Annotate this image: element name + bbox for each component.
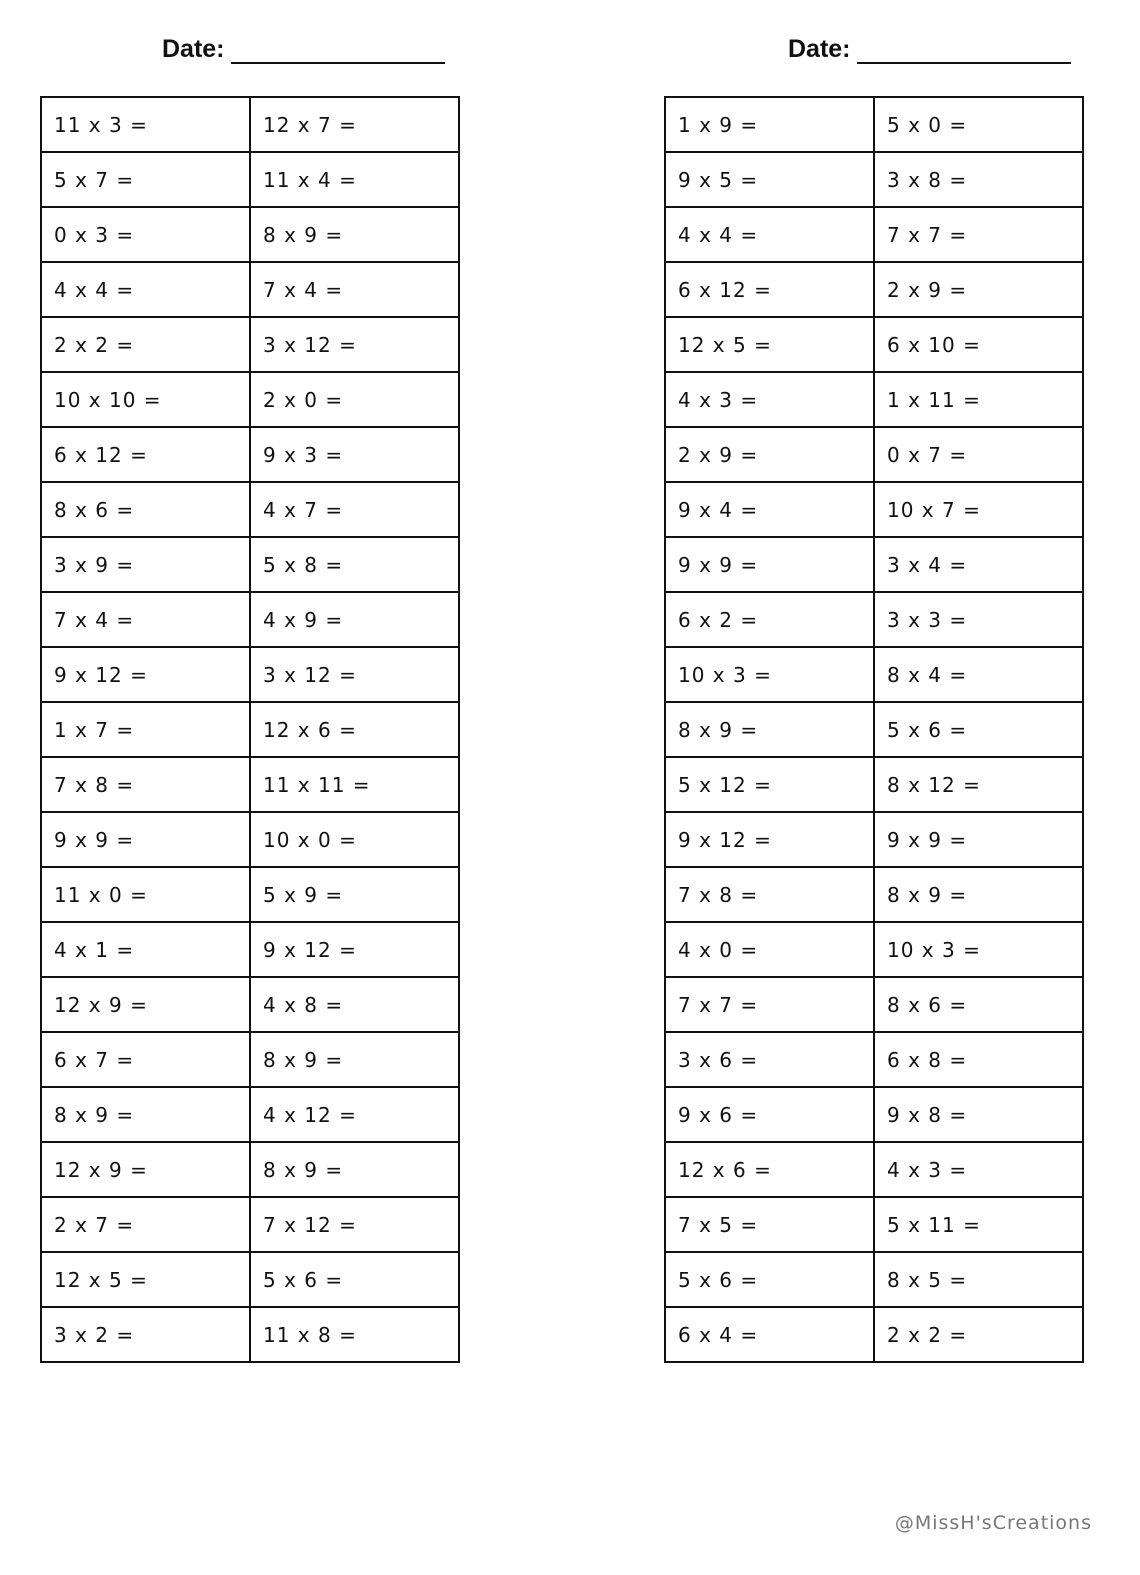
table-row — [41, 977, 459, 1032]
problem-cell[interactable]: 5 x 7 = — [41, 152, 250, 207]
problem-cell[interactable]: 9 x 3 = — [250, 427, 459, 482]
table-row — [41, 372, 459, 427]
table-row — [41, 647, 459, 702]
table-row — [665, 482, 1083, 537]
problem-cell[interactable]: 8 x 9 = — [665, 702, 874, 757]
problem-cell[interactable]: 12 x 6 = — [250, 702, 459, 757]
table-row — [665, 1142, 1083, 1197]
problem-cell[interactable]: 10 x 0 = — [250, 812, 459, 867]
problem-cell[interactable]: 2 x 7 = — [41, 1197, 250, 1252]
problem-cell[interactable]: 9 x 9 = — [874, 812, 1083, 867]
problem-cell[interactable]: 12 x 6 = — [665, 1142, 874, 1197]
table-row — [665, 702, 1083, 757]
problem-cell[interactable]: 1 x 7 = — [41, 702, 250, 757]
table-row — [665, 867, 1083, 922]
problem-cell[interactable]: 7 x 7 = — [665, 977, 874, 1032]
table-row — [41, 592, 459, 647]
problem-cell[interactable]: 4 x 4 = — [665, 207, 874, 262]
problem-cell[interactable]: 9 x 9 = — [41, 812, 250, 867]
table-row — [665, 977, 1083, 1032]
table-row — [665, 1197, 1083, 1252]
date-field — [162, 30, 445, 64]
table-row — [41, 1252, 459, 1307]
problem-cell[interactable]: 2 x 9 = — [874, 262, 1083, 317]
problem-cell[interactable]: 11 x 0 = — [41, 867, 250, 922]
date-label: Date: — [788, 35, 851, 63]
table-row — [41, 1142, 459, 1197]
problem-cell[interactable]: 7 x 8 = — [41, 757, 250, 812]
table-row — [41, 1197, 459, 1252]
table-row — [665, 1032, 1083, 1087]
problem-cell[interactable]: 0 x 3 = — [41, 207, 250, 262]
problem-cell[interactable]: 10 x 10 = — [41, 372, 250, 427]
table-row — [665, 427, 1083, 482]
problem-cell[interactable]: 10 x 7 = — [874, 482, 1083, 537]
problem-cell[interactable]: 8 x 9 = — [874, 867, 1083, 922]
table-row — [665, 97, 1083, 152]
table-row — [665, 152, 1083, 207]
table-body — [665, 97, 1083, 1362]
table-row — [41, 812, 459, 867]
table-row — [41, 1087, 459, 1142]
problem-cell[interactable]: 7 x 12 = — [250, 1197, 459, 1252]
problem-cell[interactable]: 8 x 9 = — [250, 207, 459, 262]
problem-cell[interactable]: 3 x 12 = — [250, 647, 459, 702]
problem-cell[interactable]: 5 x 6 = — [250, 1252, 459, 1307]
table-row — [665, 647, 1083, 702]
problem-cell[interactable]: 5 x 12 = — [665, 757, 874, 812]
problem-cell[interactable]: 12 x 5 = — [665, 317, 874, 372]
problem-cell[interactable]: 11 x 4 = — [250, 152, 459, 207]
table-row — [665, 317, 1083, 372]
table-body — [41, 97, 459, 1362]
table-row — [41, 482, 459, 537]
problem-cell[interactable]: 8 x 9 = — [250, 1142, 459, 1197]
problem-cell[interactable]: 12 x 7 = — [250, 97, 459, 152]
problem-cell[interactable]: 9 x 6 = — [665, 1087, 874, 1142]
problem-cell[interactable]: 8 x 4 = — [874, 647, 1083, 702]
table-row — [41, 702, 459, 757]
problem-cell[interactable]: 2 x 0 = — [250, 372, 459, 427]
problem-cell[interactable]: 7 x 7 = — [874, 207, 1083, 262]
creator-watermark: @MissH'sCreations — [894, 1512, 1092, 1534]
table-row — [41, 427, 459, 482]
problem-cell[interactable]: 3 x 12 = — [250, 317, 459, 372]
table-row — [665, 812, 1083, 867]
problem-cell[interactable]: 5 x 0 = — [874, 97, 1083, 152]
table-row — [665, 1252, 1083, 1307]
problem-cell[interactable]: 9 x 5 = — [665, 152, 874, 207]
problem-cell[interactable]: 4 x 3 = — [874, 1142, 1083, 1197]
problem-cell[interactable]: 4 x 1 = — [41, 922, 250, 977]
table-row — [41, 317, 459, 372]
table-row — [41, 867, 459, 922]
problem-cell[interactable]: 12 x 9 = — [41, 1142, 250, 1197]
table-row — [41, 922, 459, 977]
multiplication-table — [40, 96, 460, 1363]
problem-cell[interactable]: 6 x 8 = — [874, 1032, 1083, 1087]
problem-cell[interactable]: 8 x 12 = — [874, 757, 1083, 812]
problem-cell[interactable]: 2 x 2 = — [41, 317, 250, 372]
problem-cell[interactable]: 11 x 8 = — [250, 1307, 459, 1362]
problem-cell[interactable]: 4 x 9 = — [250, 592, 459, 647]
problem-cell[interactable]: 3 x 2 = — [41, 1307, 250, 1362]
problem-cell[interactable]: 6 x 7 = — [41, 1032, 250, 1087]
problem-cell[interactable]: 3 x 8 = — [874, 152, 1083, 207]
problem-cell[interactable]: 7 x 5 = — [665, 1197, 874, 1252]
problem-cell[interactable]: 3 x 3 = — [874, 592, 1083, 647]
problem-cell[interactable]: 11 x 3 = — [41, 97, 250, 152]
problem-cell[interactable]: 5 x 8 = — [250, 537, 459, 592]
problem-cell[interactable]: 2 x 2 = — [874, 1307, 1083, 1362]
table-row — [41, 1307, 459, 1362]
date-label: Date: — [162, 35, 225, 63]
problem-cell[interactable]: 6 x 12 = — [41, 427, 250, 482]
table-row — [665, 922, 1083, 977]
table-row — [41, 1032, 459, 1087]
table-row — [665, 262, 1083, 317]
problem-cell[interactable]: 12 x 5 = — [41, 1252, 250, 1307]
table-row — [41, 97, 459, 152]
problem-cell[interactable]: 6 x 10 = — [874, 317, 1083, 372]
problem-cell[interactable]: 1 x 11 = — [874, 372, 1083, 427]
table-row — [41, 262, 459, 317]
problem-cell[interactable]: 1 x 9 = — [665, 97, 874, 152]
problem-cell[interactable]: 11 x 11 = — [250, 757, 459, 812]
problem-cell[interactable]: 3 x 4 = — [874, 537, 1083, 592]
problem-cell[interactable]: 9 x 9 = — [665, 537, 874, 592]
problem-cell[interactable]: 3 x 9 = — [41, 537, 250, 592]
table-row — [665, 537, 1083, 592]
problem-cell[interactable]: 8 x 6 = — [874, 977, 1083, 1032]
problem-cell[interactable]: 4 x 0 = — [665, 922, 874, 977]
problem-cell[interactable]: 7 x 4 = — [41, 592, 250, 647]
problem-cell[interactable]: 8 x 5 = — [874, 1252, 1083, 1307]
problem-cell[interactable]: 9 x 12 = — [250, 922, 459, 977]
problem-cell[interactable]: 7 x 4 = — [250, 262, 459, 317]
problem-cell[interactable]: 6 x 12 = — [665, 262, 874, 317]
problem-cell[interactable]: 5 x 6 = — [874, 702, 1083, 757]
problem-cell[interactable]: 5 x 6 = — [665, 1252, 874, 1307]
table-row — [665, 1087, 1083, 1142]
problem-cell[interactable]: 0 x 7 = — [874, 427, 1083, 482]
problem-cell[interactable]: 10 x 3 = — [874, 922, 1083, 977]
problem-cell[interactable]: 7 x 8 = — [665, 867, 874, 922]
problem-cell[interactable]: 4 x 7 = — [250, 482, 459, 537]
table-row — [665, 592, 1083, 647]
problem-cell[interactable]: 9 x 8 = — [874, 1087, 1083, 1142]
problem-cell[interactable]: 8 x 9 = — [250, 1032, 459, 1087]
problem-cell[interactable]: 4 x 3 = — [665, 372, 874, 427]
problem-cell[interactable]: 4 x 8 = — [250, 977, 459, 1032]
table-row — [41, 207, 459, 262]
problem-cell[interactable]: 5 x 11 = — [874, 1197, 1083, 1252]
problem-cell[interactable]: 9 x 4 = — [665, 482, 874, 537]
problem-cell[interactable]: 6 x 2 = — [665, 592, 874, 647]
table-row — [41, 757, 459, 812]
problem-cell[interactable]: 10 x 3 = — [665, 647, 874, 702]
date-blank-line[interactable] — [857, 36, 1071, 64]
problem-cell[interactable]: 6 x 4 = — [665, 1307, 874, 1362]
table-row — [41, 537, 459, 592]
problem-cell[interactable]: 5 x 9 = — [250, 867, 459, 922]
problem-cell[interactable]: 4 x 12 = — [250, 1087, 459, 1142]
table-row — [665, 757, 1083, 812]
multiplication-table — [664, 96, 1084, 1363]
table-row — [665, 1307, 1083, 1362]
date-field — [788, 30, 1071, 64]
date-blank-line[interactable] — [231, 36, 445, 64]
problem-cell[interactable]: 9 x 12 = — [665, 812, 874, 867]
problem-cell[interactable]: 8 x 6 = — [41, 482, 250, 537]
problem-cell[interactable]: 12 x 9 = — [41, 977, 250, 1032]
table-row — [665, 372, 1083, 427]
problem-cell[interactable]: 3 x 6 = — [665, 1032, 874, 1087]
table-row — [665, 207, 1083, 262]
problem-cell[interactable]: 2 x 9 = — [665, 427, 874, 482]
problem-cell[interactable]: 8 x 9 = — [41, 1087, 250, 1142]
problem-cell[interactable]: 4 x 4 = — [41, 262, 250, 317]
table-row — [41, 152, 459, 207]
problem-cell[interactable]: 9 x 12 = — [41, 647, 250, 702]
